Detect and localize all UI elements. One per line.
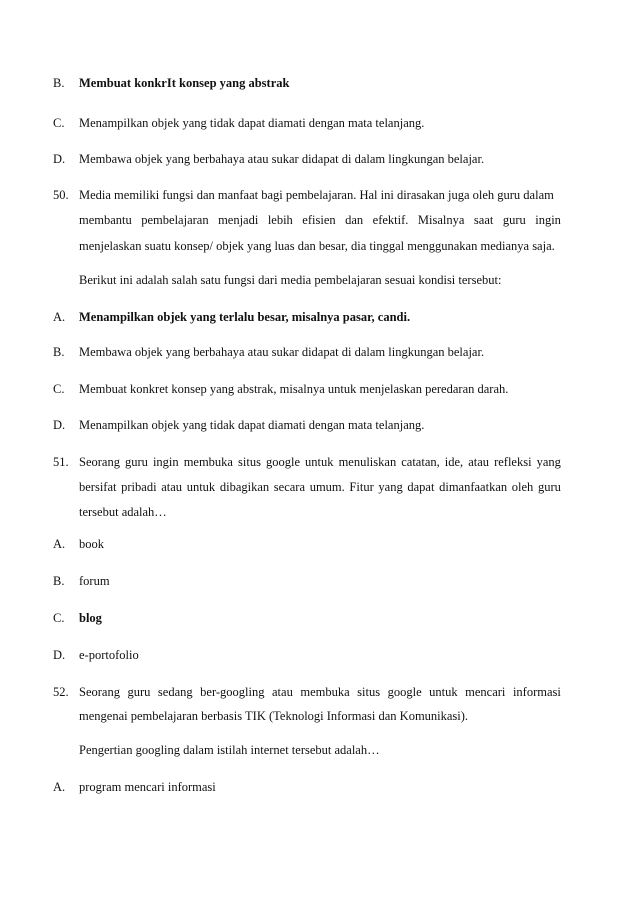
option-text: program mencari informasi bbox=[79, 780, 216, 794]
word: situs bbox=[357, 685, 381, 699]
word: Fitur bbox=[349, 480, 374, 494]
question-line: menjelaskan suatu konsep/ objek yang luas dan besar, dia tinggal menggunakan medianya saja. bbox=[79, 239, 555, 253]
question-line: Media memiliki fungsi dan manfaat bagi pembelajaran. Hal ini dirasakan juga oleh guru dalam bbox=[79, 188, 554, 202]
word: ingin bbox=[152, 455, 179, 469]
word: atau bbox=[468, 455, 490, 469]
word: Seorang bbox=[79, 455, 120, 469]
word: mencari bbox=[465, 685, 506, 699]
word: untuk bbox=[429, 685, 458, 699]
word: informasi bbox=[512, 685, 561, 699]
option-label: C. bbox=[53, 611, 65, 625]
question-line-justified bbox=[79, 684, 561, 700]
option-text: forum bbox=[79, 574, 110, 588]
word: oleh bbox=[511, 480, 534, 494]
word: membantu bbox=[79, 213, 132, 227]
word: ingin bbox=[535, 213, 561, 227]
option-text: book bbox=[79, 537, 104, 551]
question-number: 50. bbox=[53, 188, 69, 202]
word: dimanfaatkan bbox=[439, 480, 508, 494]
option-text: Membawa objek yang berbahaya atau sukar didapat di dalam lingkungan belajar. bbox=[79, 152, 485, 166]
option-label: D. bbox=[53, 418, 66, 432]
question-prompt: Berikut ini adalah salah satu fungsi dari media pembelajaran sesuai kondisi tersebut: bbox=[79, 273, 502, 287]
word: refleksi bbox=[494, 455, 532, 469]
option-text-answer: blog bbox=[79, 611, 102, 625]
word: dapat bbox=[407, 480, 435, 494]
option-text: Membuat konkret konsep yang abstrak, misalnya untuk menjelaskan peredaran darah. bbox=[79, 382, 509, 396]
option-text: Menampilkan objek yang tidak dapat diamati dengan mata telanjang. bbox=[79, 116, 425, 130]
word: guru bbox=[537, 480, 561, 494]
option-label: B. bbox=[53, 345, 65, 359]
word: google bbox=[387, 685, 422, 699]
word: pribadi bbox=[121, 480, 157, 494]
word: saat bbox=[473, 213, 494, 227]
question-line-justified bbox=[79, 454, 561, 470]
word: atau bbox=[161, 480, 183, 494]
word: sedang bbox=[157, 685, 193, 699]
word: secara bbox=[273, 480, 306, 494]
word: efisien bbox=[302, 213, 336, 227]
question-number: 51. bbox=[53, 455, 69, 469]
question-line: tersebut adalah… bbox=[79, 505, 167, 519]
word: Seorang bbox=[79, 685, 120, 699]
option-label: D. bbox=[53, 648, 66, 662]
word: ide, bbox=[444, 455, 464, 469]
word: guru bbox=[127, 685, 151, 699]
word: Misalnya bbox=[417, 213, 465, 227]
option-label: A. bbox=[53, 537, 66, 551]
option-label: B. bbox=[53, 76, 65, 90]
word: untuk bbox=[305, 455, 334, 469]
word: efektif. bbox=[372, 213, 409, 227]
word: atau bbox=[272, 685, 293, 699]
word: yang bbox=[536, 455, 561, 469]
question-prompt: Pengertian googling dalam istilah internet tersebut adalah… bbox=[79, 743, 380, 757]
word: umum. bbox=[309, 480, 345, 494]
question-number: 52. bbox=[53, 685, 69, 699]
question-line-justified bbox=[79, 479, 561, 495]
option-label: C. bbox=[53, 116, 65, 130]
word: ber-googling bbox=[200, 685, 265, 699]
word: guru bbox=[502, 213, 526, 227]
option-text: Membawa objek yang berbahaya atau sukar didapat di dalam lingkungan belajar. bbox=[79, 345, 485, 359]
option-label: A. bbox=[53, 780, 66, 794]
word: yang bbox=[378, 480, 403, 494]
option-text-answer: Menampilkan objek yang terlalu besar, misalnya pasar, candi. bbox=[79, 310, 411, 324]
word: untuk bbox=[186, 480, 216, 494]
option-label: A. bbox=[53, 310, 66, 324]
word: google bbox=[265, 455, 301, 469]
option-label: D. bbox=[53, 152, 66, 166]
word: pembelajaran bbox=[141, 213, 209, 227]
word: membuka bbox=[300, 685, 350, 699]
word: situs bbox=[238, 455, 261, 469]
option-label: B. bbox=[53, 574, 65, 588]
word: menuliskan bbox=[338, 455, 397, 469]
word: bersifat bbox=[79, 480, 117, 494]
question-line-justified bbox=[79, 212, 561, 228]
word: dibagikan bbox=[219, 480, 270, 494]
word: catatan, bbox=[401, 455, 440, 469]
option-text: Menampilkan objek yang tidak dapat diamati dengan mata telanjang. bbox=[79, 418, 425, 432]
question-line: mengenai pembelajaran berbasis TIK (Teknologi Informasi dan Komunikasi). bbox=[79, 709, 469, 723]
word: guru bbox=[125, 455, 148, 469]
word: lebih bbox=[267, 213, 293, 227]
word: menjadi bbox=[218, 213, 259, 227]
word: membuka bbox=[183, 455, 233, 469]
option-text-answer: Membuat konkrIt konsep yang abstrak bbox=[79, 76, 290, 90]
word: dan bbox=[345, 213, 364, 227]
option-text: e-portofolio bbox=[79, 648, 139, 662]
option-label: C. bbox=[53, 382, 65, 396]
